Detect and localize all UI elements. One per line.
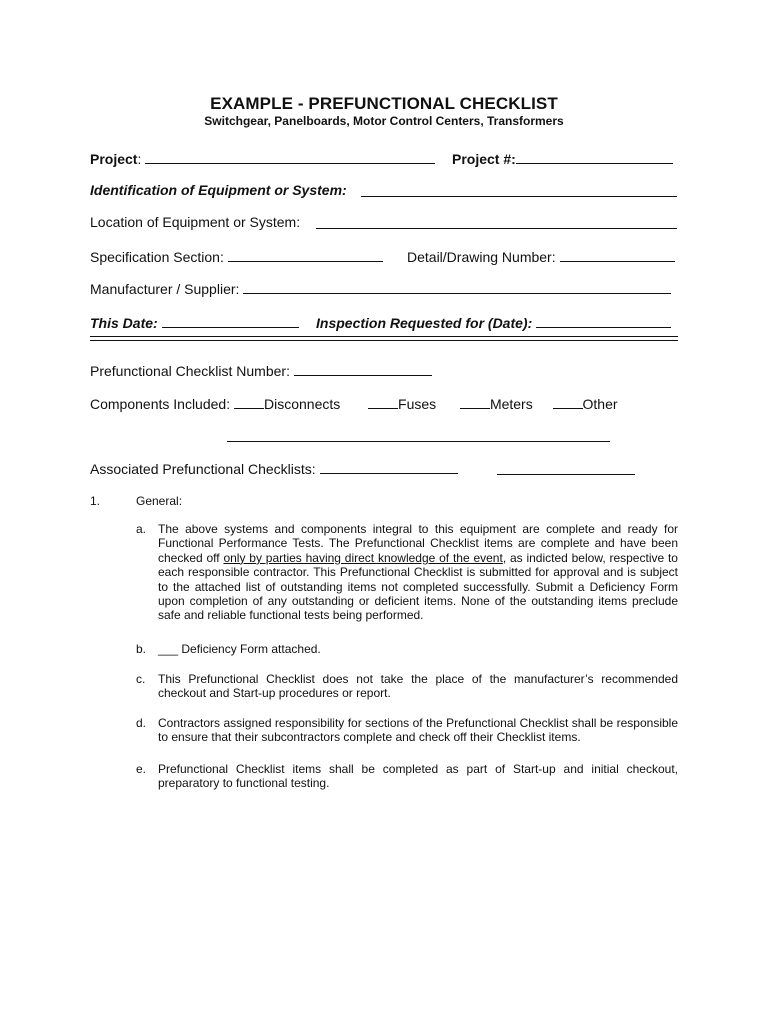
spec-section-field <box>90 248 383 265</box>
associated-checklists-field <box>90 460 458 477</box>
item-e-label: e. <box>136 762 147 776</box>
other-label: Other <box>582 396 618 412</box>
divider-line-bottom <box>90 340 678 341</box>
other-description-input[interactable] <box>227 428 610 442</box>
meters-checkbox[interactable] <box>460 395 490 409</box>
inspection-date-input[interactable] <box>536 314 671 328</box>
manufacturer-input[interactable] <box>243 280 671 294</box>
project-colon: : <box>137 151 142 167</box>
item-d-label: d. <box>136 716 147 730</box>
project-number-field <box>452 150 673 167</box>
identification-label: Identification of Equipment or System: <box>90 182 347 198</box>
spec-section-input[interactable] <box>228 248 383 262</box>
fuses-checkbox[interactable] <box>368 395 398 409</box>
disconnects-checkbox[interactable] <box>234 395 264 409</box>
project-field <box>90 150 435 167</box>
associated-checklists-label: Associated Prefunctional Checklists: <box>90 461 316 477</box>
divider-line-top <box>90 336 678 337</box>
checklist-number-input[interactable] <box>294 362 432 376</box>
location-label: Location of Equipment or System: <box>90 214 301 230</box>
fuses-label: Fuses <box>398 396 437 412</box>
identification-input[interactable] <box>361 183 677 197</box>
components-label: Components Included: <box>90 396 231 412</box>
inspection-date-label: Inspection Requested for (Date): <box>316 315 533 331</box>
disconnects-label: Disconnects <box>263 396 341 412</box>
other-checkbox[interactable] <box>553 395 583 409</box>
deficiency-form-blank[interactable]: ___ <box>158 642 179 656</box>
item-a-label: a. <box>136 522 147 536</box>
project-label: Project <box>90 151 138 167</box>
meters-label: Meters <box>489 396 533 412</box>
checklist-number-field <box>90 362 432 379</box>
section-heading: General: <box>136 494 183 508</box>
item-b-label: b. <box>136 642 147 656</box>
inspection-date-field <box>316 314 671 331</box>
associated-checklist-input-1[interactable] <box>320 460 458 474</box>
this-date-field <box>90 314 299 331</box>
location-input[interactable] <box>316 215 677 229</box>
detail-drawing-input[interactable] <box>560 248 675 262</box>
item-b-text: ___ Deficiency Form attached. <box>158 642 321 656</box>
item-c-label: c. <box>136 672 146 686</box>
section-number: 1. <box>90 494 101 508</box>
item-c-text: This Prefunctional Checklist does not take the place of the manufacturer’s recommended checkout and Start-up procedures or report. <box>158 672 678 701</box>
page-subtitle: Switchgear, Panelboards, Motor Control Centers, Transformers <box>204 114 564 128</box>
detail-drawing-label: Detail/Drawing Number: <box>407 249 556 265</box>
components-field <box>90 395 618 412</box>
manufacturer-field <box>90 280 671 297</box>
page-title: EXAMPLE - PREFUNCTIONAL CHECKLIST <box>210 94 558 113</box>
project-number-input[interactable] <box>516 150 673 164</box>
project-input[interactable] <box>145 150 435 164</box>
item-a-text: The above systems and components integral to this equipment are complete and ready for Functional Performance Tests. The Prefunctional Checklist items are complete and have been checked off only by parties having direct knowledge of the event, as indicted below, respective to each responsible contractor. This Prefunctional Checklist is submitted for approval and is subject to the attached list of outstanding items not completed successfully. Submit a Deficiency Form upon completion of any outstanding or deficient items. None of the outstanding items preclude safe and reliable functional tests being performed. <box>158 522 678 623</box>
spec-section-label: Specification Section: <box>90 249 224 265</box>
item-e-text: Prefunctional Checklist items shall be completed as part of Start-up and initial checkout, preparatory to functional testing. <box>158 762 678 791</box>
checklist-number-label: Prefunctional Checklist Number: <box>90 363 290 379</box>
manufacturer-label: Manufacturer / Supplier: <box>90 281 240 297</box>
item-d-text: Contractors assigned responsibility for sections of the Prefunctional Checklist shall be responsible to ensure that their subcontractors complete and check off their Checklist items. <box>158 716 678 745</box>
this-date-label: This Date: <box>90 315 158 331</box>
item-a-underlined-text: only by parties having direct knowledge of the event <box>223 550 503 565</box>
associated-checklist-input-2[interactable] <box>497 461 635 475</box>
this-date-input[interactable] <box>162 314 299 328</box>
project-number-label: Project #: <box>452 151 516 167</box>
detail-drawing-field <box>407 248 675 265</box>
